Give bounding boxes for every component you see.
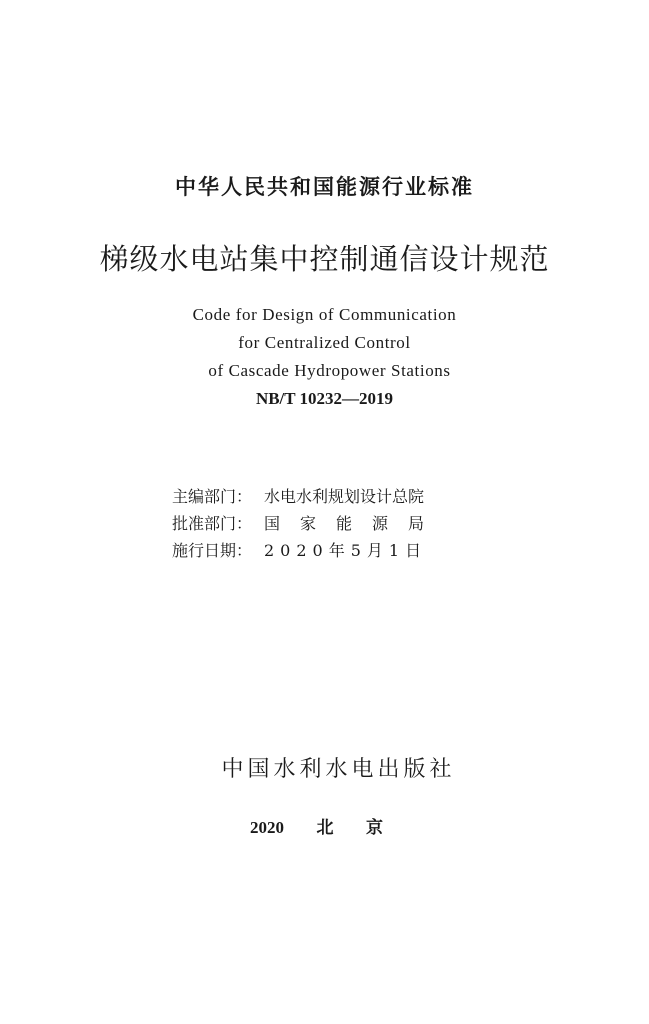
editor-label: 主编部门： [172, 487, 253, 506]
publisher: 中国水利水电出版社 [221, 757, 456, 782]
approver-label: 批准部门： [172, 514, 253, 533]
english-title-line-3: of Cascade Hydropower Stations [208, 361, 451, 380]
effective-date-value: 2020年5月1日 [264, 541, 428, 560]
chinese-title: 梯级水电站集中控制通信设计规范 [99, 242, 550, 276]
editor-value: 水电水利规划设计总院 [264, 487, 425, 506]
approver-value: 国家能源局 [264, 514, 445, 533]
english-title-line-1: Code for Design of Communication [192, 305, 457, 324]
approver-row [172, 511, 444, 534]
english-title-line-2: for Centralized Control [238, 333, 411, 352]
year-and-place: 2020 北 京 [250, 818, 383, 837]
effective-date-row [172, 538, 427, 561]
editor-row [172, 484, 424, 507]
industry-standard-heading: 中华人民共和国能源行业标准 [175, 175, 474, 199]
standard-number: NB/T 10232—2019 [255, 389, 394, 408]
effective-date-label: 施行日期： [172, 541, 253, 560]
